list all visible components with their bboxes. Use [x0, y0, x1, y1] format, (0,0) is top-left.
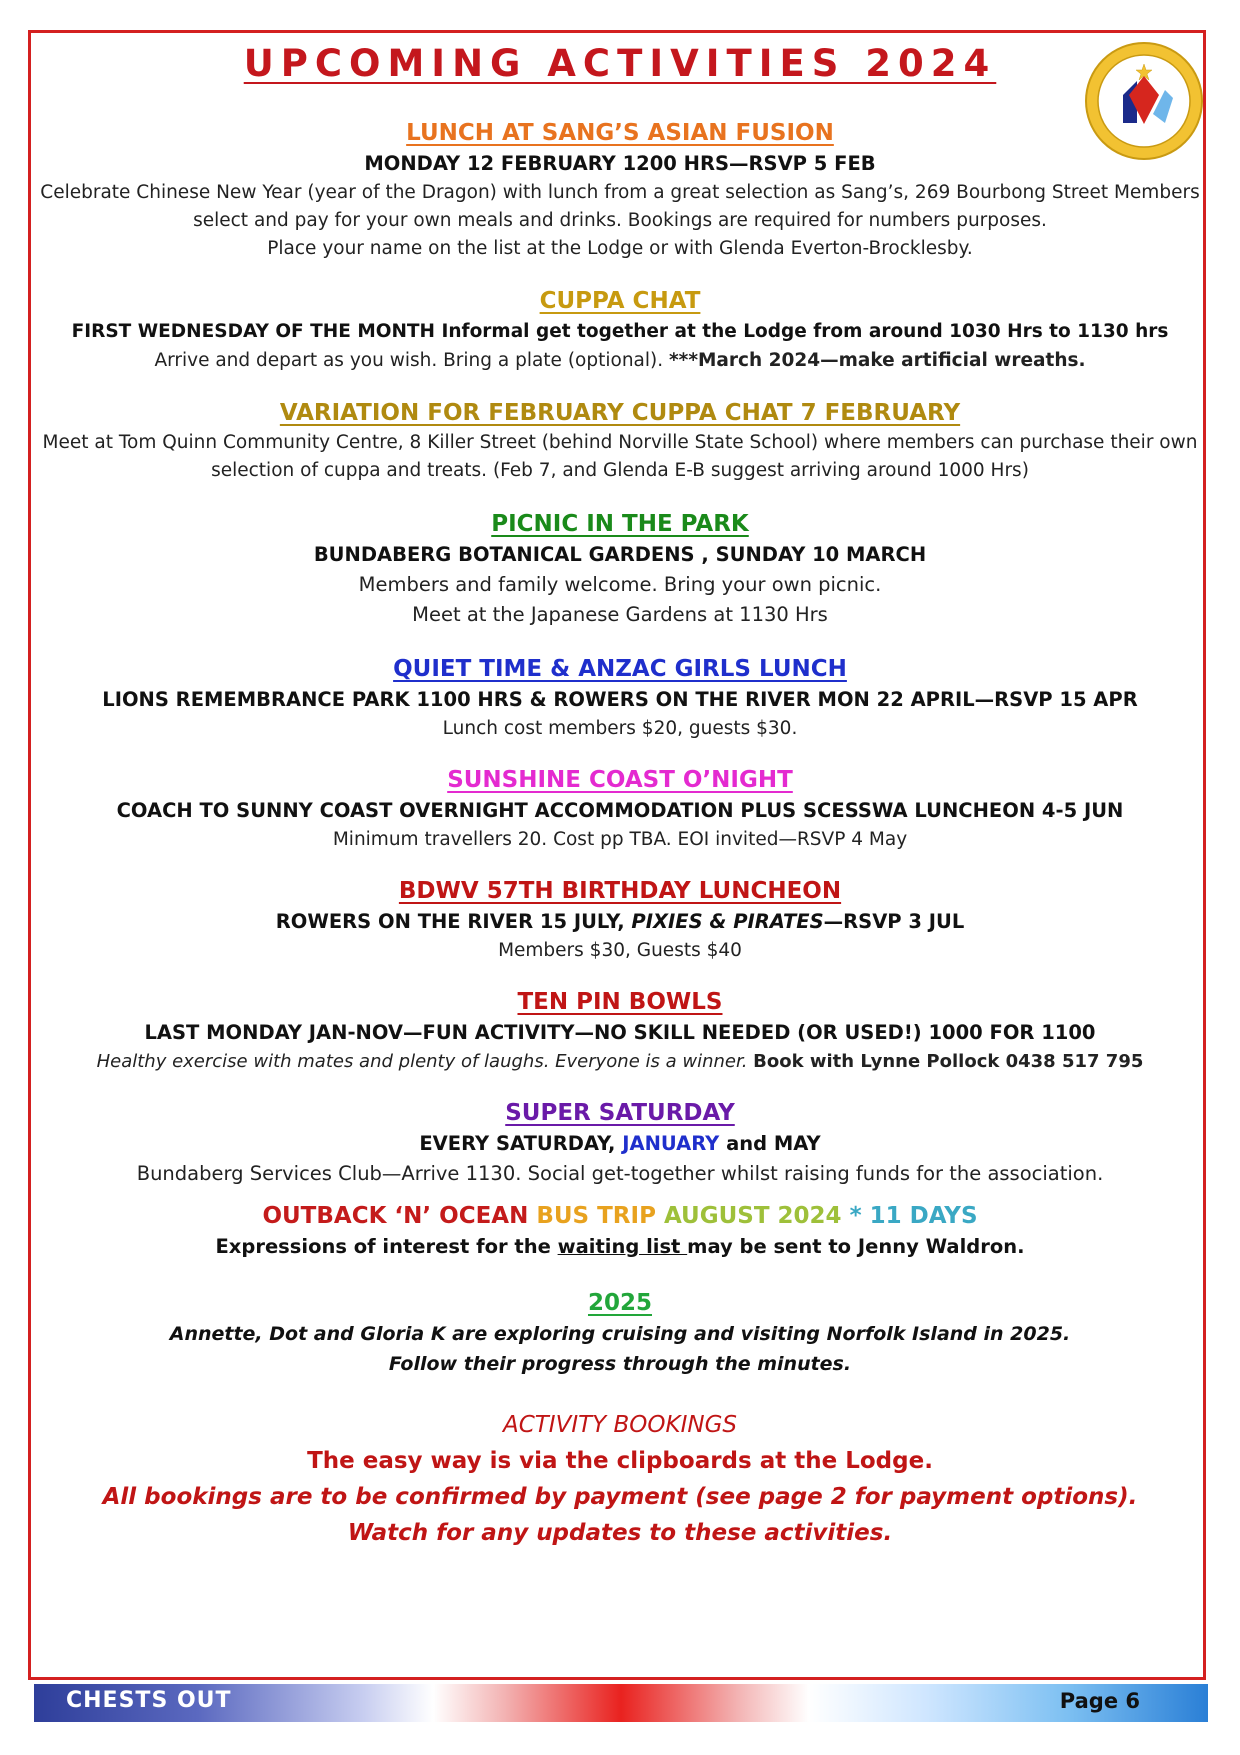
- cuppa-line-1: Arrive and depart as you wish. Bring a plate (optional). ***March 2024—make artificial wreaths.: [154, 350, 1086, 371]
- tenpin-heading: TEN PIN BOWLS: [517, 989, 723, 1015]
- bookings-line-2: All bookings are to be confirmed by payment (see page 2 for payment options).: [102, 1484, 1138, 1510]
- lunch-line-3: Place your name on the list at the Lodge or with Glenda Everton-Brocklesby.: [267, 238, 973, 259]
- newsletter-name: CHESTS OUT: [66, 1688, 232, 1713]
- lunch-subheading: MONDAY 12 FEBRUARY 1200 HRS—RSVP 5 FEB: [364, 152, 876, 175]
- sunshine-heading: SUNSHINE COAST O’NIGHT: [447, 767, 793, 793]
- variation-line-1: Meet at Tom Quinn Community Centre, 8 Killer Street (behind Norville State School) where members can purchase their own: [42, 432, 1198, 453]
- section-variation: [34, 398, 1206, 485]
- picnic-subheading: BUNDABERG BOTANICAL GARDENS , SUNDAY 10 MARCH: [313, 543, 927, 566]
- cuppa-heading: CUPPA CHAT: [539, 288, 701, 314]
- tenpin-subheading: LAST MONDAY JAN-NOV—FUN ACTIVITY—NO SKILL NEEDED (OR USED!) 1000 FOR 1100: [144, 1021, 1096, 1044]
- variation-line-2: selection of cuppa and treats. (Feb 7, and Glenda E-B suggest arriving around 1000 Hrs): [211, 460, 1029, 481]
- sunshine-line-1: Minimum travellers 20. Cost pp TBA. EOI invited—RSVP 4 May: [332, 829, 908, 850]
- section-birthday: [34, 876, 1206, 965]
- cuppa-subheading: FIRST WEDNESDAY OF THE MONTH Informal get together at the Lodge from around 1030 Hrs to 1130 hrs: [71, 321, 1169, 342]
- page-title: UPCOMING ACTIVITIES 2024: [243, 42, 997, 85]
- bookings-line-3: Watch for any updates to these activities.: [347, 1520, 893, 1546]
- picnic-line-1: Members and family welcome. Bring your own picnic.: [358, 573, 882, 596]
- page-number: Page 6: [1059, 1689, 1140, 1713]
- section-super-saturday: [34, 1098, 1206, 1189]
- section-quiet-time: [34, 654, 1206, 743]
- super-line-1: Bundaberg Services Club—Arrive 1130. Social get-together whilst raising funds for the association.: [136, 1162, 1104, 1185]
- super-heading: SUPER SATURDAY: [505, 1100, 735, 1126]
- tenpin-line-1: Healthy exercise with mates and plenty of laughs. Everyone is a winner. Book with Lynne Pollock 0438 517 795: [96, 1051, 1144, 1072]
- picnic-line-2: Meet at the Japanese Gardens at 1130 Hrs: [412, 603, 828, 626]
- section-outback: [34, 1201, 1206, 1262]
- quiet-heading: QUIET TIME & ANZAC GIRLS LUNCH: [393, 656, 847, 682]
- super-subheading: EVERY SATURDAY, JANUARY and MAY: [419, 1132, 821, 1155]
- quiet-subheading: LIONS REMEMBRANCE PARK 1100 HRS & ROWERS ON THE RIVER MON 22 APRIL—RSVP 15 APR: [102, 688, 1138, 711]
- activities-list: [34, 118, 1206, 1551]
- lunch-heading: LUNCH AT SANG’S ASIAN FUSION: [406, 120, 834, 146]
- section-lunch: [34, 118, 1206, 263]
- variation-heading: VARIATION FOR FEBRUARY CUPPA CHAT 7 FEBRUARY: [279, 400, 961, 426]
- bookings-heading: ACTIVITY BOOKINGS: [502, 1412, 738, 1438]
- sunshine-subheading: COACH TO SUNNY COAST OVERNIGHT ACCOMMODATION PLUS SCESSWA LUNCHEON 4-5 JUN: [116, 799, 1124, 822]
- y2025-line-1: Annette, Dot and Gloria K are exploring cruising and visiting Norfolk Island in 2025.: [169, 1323, 1071, 1345]
- quiet-line-1: Lunch cost members $20, guests $30.: [442, 718, 798, 739]
- lunch-line-2: select and pay for your own meals and drinks. Bookings are required for numbers purposes.: [193, 210, 1047, 231]
- y2025-heading: 2025: [587, 1290, 652, 1316]
- section-ten-pin: [34, 987, 1206, 1076]
- section-2025: [34, 1288, 1206, 1379]
- birthday-subheading: ROWERS ON THE RIVER 15 JULY, PIXIES & PIRATES—RSVP 3 JUL: [275, 910, 965, 933]
- y2025-line-2: Follow their progress through the minutes.: [388, 1353, 852, 1375]
- section-picnic: [34, 509, 1206, 630]
- picnic-heading: PICNIC IN THE PARK: [491, 511, 749, 537]
- outback-subheading: Expressions of interest for the waiting list may be sent to Jenny Waldron.: [215, 1235, 1025, 1258]
- section-cuppa: [34, 286, 1206, 375]
- bookings-line-1: The easy way is via the clipboards at the Lodge.: [307, 1448, 933, 1474]
- section-bookings: [34, 1407, 1206, 1551]
- section-sunshine: [34, 765, 1206, 854]
- birthday-heading: BDWV 57TH BIRTHDAY LUNCHEON: [398, 878, 842, 904]
- birthday-line-1: Members $30, Guests $40: [498, 940, 742, 961]
- footer-banner: [34, 1684, 1208, 1722]
- lunch-line-1: Celebrate Chinese New Year (year of the Dragon) with lunch from a great selection as Sang’s, 269 Bourbong Street Members: [40, 182, 1200, 203]
- outback-heading: OUTBACK ‘N’ OCEAN BUS TRIP AUGUST 2024 * 11 DAYS: [262, 1203, 978, 1229]
